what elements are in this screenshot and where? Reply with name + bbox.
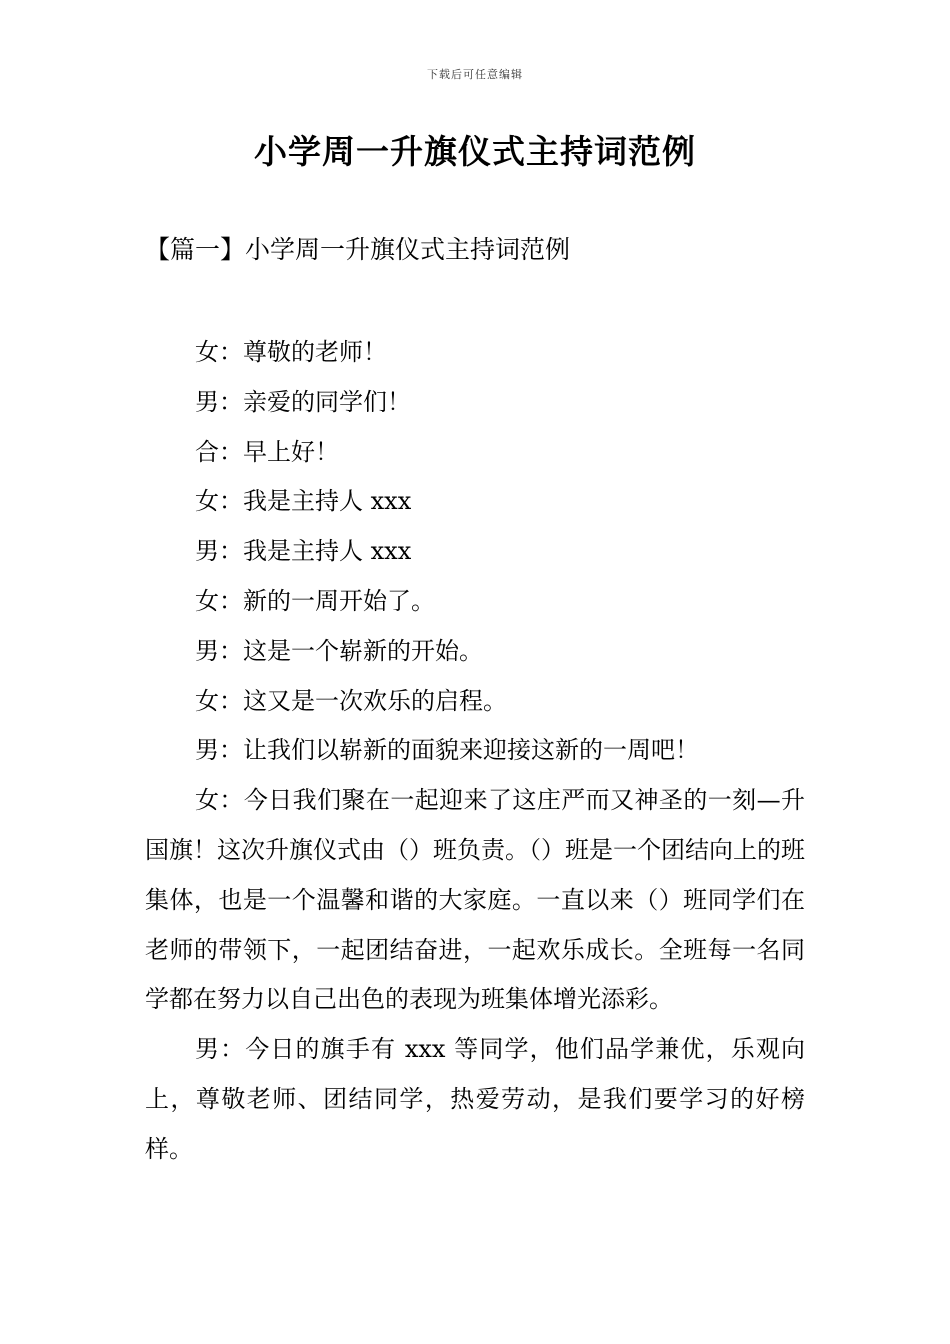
dialogue-line: 男：这是一个崭新的开始。 [195, 636, 483, 665]
dialogue-line: 女：我是主持人 xxx [195, 487, 412, 516]
dialogue-line: 合：早上好！ [195, 437, 339, 466]
section-heading: 【篇一】小学周一升旗仪式主持词范例 [145, 235, 571, 264]
dialogue-line: 女：新的一周开始了。 [195, 586, 435, 615]
document-body [145, 328, 805, 1175]
dialogue-line: 男：让我们以崭新的面貌来迎接这新的一周吧！ [195, 736, 699, 765]
dialogue-paragraph: 男：今日的旗手有 xxx 等同学，他们品学兼优，乐观向上，尊敬老师、团结同学，热爱劳动，是我们要学习的好榜样。 [145, 1035, 805, 1163]
dialogue-line: 女：这又是一次欢乐的启程。 [195, 686, 507, 715]
dialogue-line: 男：我是主持人 xxx [195, 537, 412, 566]
document-title: 小学周一升旗仪式主持词范例 [254, 132, 696, 171]
dialogue-line: 女：尊敬的老师！ [195, 338, 387, 366]
dialogue-line: 男：亲爱的同学们！ [195, 387, 411, 416]
header-note: 下载后可任意编辑 [427, 68, 523, 81]
dialogue-paragraph: 女：今日我们聚在一起迎来了这庄严而又神圣的一刻—升国旗！这次升旗仪式由（）班负责。（）班是一个团结向上的班集体，也是一个温馨和谐的大家庭。一直以来（）班同学们在老师的带领下，一起团结奋进，一起欢乐成长。全班每一名同学都在努力以自己出色的表现为班集体增光添彩。 [145, 786, 805, 1014]
